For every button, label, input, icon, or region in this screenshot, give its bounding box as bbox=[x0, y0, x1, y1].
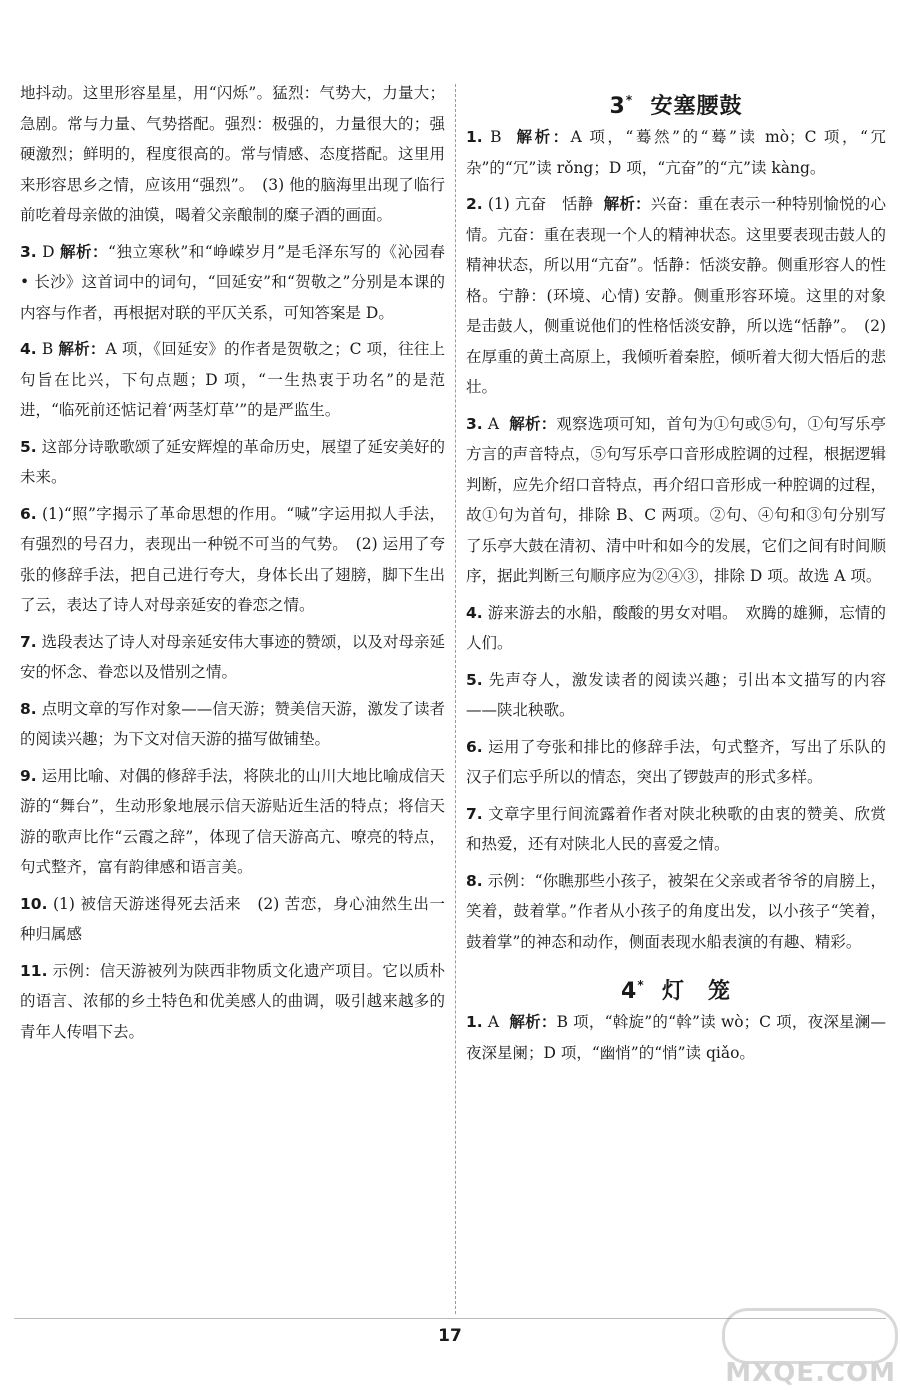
answer-item-7: 7. 选段表达了诗人对母亲延安伟大事迹的赞颂，以及对母亲延安的怀念、眷恋以及惜别之情。 bbox=[20, 632, 445, 681]
answer-item-1: 1. B 解析：A 项，“蓦然”的“蓦”读 mò；C 项，“冗杂”的“冗”读 rǒng；D 项，“亢奋”的“亢”读 kàng。 bbox=[466, 128, 886, 177]
answer-item-9: 9. 运用比喻、对偶的修辞手法，将陕北的山川大地比喻成信天游的“舞台”，生动形象地展示信天游贴近生活的特点；将信天游的歌声比作“云霞之辞”，体现了信天游高亢、嘹亮的特点，句式整齐，富有韵律感和语言美。 bbox=[20, 766, 445, 876]
answer-item-8: 8. 点明文章的写作对象——信天游；赞美信天游，激发了读者的阅读兴趣；为下文对信天游的描写做铺垫。 bbox=[20, 699, 445, 748]
watermark-badge-icon bbox=[722, 1308, 898, 1364]
watermark-text: MXQE.COM bbox=[725, 1358, 896, 1388]
page-number: 17 bbox=[438, 1326, 462, 1346]
column-divider bbox=[455, 84, 456, 1314]
answer-item-5: 5. 先声夺人，激发读者的阅读兴趣；引出本文描写的内容——陕北秧歌。 bbox=[466, 670, 886, 719]
answer-item-1: 1. A 解析：B 项，“斡旋”的“斡”读 wò；C 项，夜深星澜—夜深星阑；D 项，“幽悄”的“悄”读 qiǎo。 bbox=[466, 1013, 887, 1062]
answer-item-3: 3. D 解析：“独立寒秋”和“峥嵘岁月”是毛泽东写的《沁园春 • 长沙》这首词中的词句，“回延安”和“贺敬之”分别是本课的内容与作者，再根据对联的平仄关系，可知答案是 D。 bbox=[20, 242, 445, 322]
answer-continuation: 地抖动。这里形容星星，用“闪烁”。猛烈：气势大，力量大；急剧。常与力量、气势搭配。强烈：极强的，力量很大的；强硬激烈；鲜明的，程度很高的。常与情感、态度搭配。这里用来形容思乡之情，应该用“强烈”。 (3) 他的脑海里出现了临行前吃着母亲做的油馍，喝着父亲酿制的糜子酒的画面。 bbox=[20, 84, 445, 224]
answer-item-4: 4. 游来游去的水船，酸酸的男女对唱。 欢腾的雄狮，忘情的人们。 bbox=[466, 603, 886, 652]
answer-item-3: 3. A 解析：观察选项可知，首句为①句或⑤句，①句写乐亭方言的声音特点，⑤句写乐亭口音形成腔调的过程，根据逻辑判断，应先介绍口音特点，再介绍口音形成一种腔调的过程，故①句为首句，排除 B、C 两项。②句、④句和③句分别写了乐亭大鼓在清初、清中叶和如今的发展，它们之间有时间顺序，据此判断三句顺序应为②④③，排除 D 项。故选 A 项。 bbox=[466, 414, 886, 585]
left-column bbox=[20, 78, 445, 1053]
right-column bbox=[466, 78, 886, 1074]
answer-item-11: 11. 示例：信天游被列为陕西非物质文化遗产项目。它以质朴的语言、浓郁的乡土特色和优美感人的曲调，吸引越来越多的青年人传唱下去。 bbox=[20, 961, 445, 1041]
watermark-logo bbox=[706, 1300, 896, 1388]
answer-item-7: 7. 文章字里行间流露着作者对陕北秧歌的由衷的赞美、欣赏和热爱，还有对陕北人民的喜爱之情。 bbox=[466, 804, 886, 853]
section-title-ansai-drum: 3* 安塞腰鼓 bbox=[609, 93, 743, 119]
answer-item-4: 4. B 解析：A 项，《回延安》的作者是贺敬之；C 项，往往上句旨在比兴，下句点题；D 项，“一生热衷于功名”的是范进，“临死前还惦记着‘两茎灯草’”的是严监生。 bbox=[20, 340, 445, 419]
answer-item-5: 5. 这部分诗歌歌颂了延安辉煌的革命历史，展望了延安美好的未来。 bbox=[20, 437, 445, 486]
section-title-lantern: 4* 灯 笼 bbox=[621, 978, 731, 1004]
answer-item-6: 6. 运用了夸张和排比的修辞手法，句式整齐，写出了乐队的汉子们忘乎所以的情态，突出了锣鼓声的形式多样。 bbox=[466, 737, 886, 786]
answer-item-10: 10. (1) 被信天游迷得死去活来 (2) 苦恋，身心油然生出一种归属感 bbox=[20, 894, 445, 943]
answer-item-6: 6. (1)“照”字揭示了革命思想的作用。“喊”字运用拟人手法，有强烈的号召力，表现出一种锐不可当的气势。 (2) 运用了夸张的修辞手法，把自己进行夸大，身体长出了翅膀，脚下生出了云，表达了诗人对母亲延安的眷恋之情。 bbox=[20, 504, 445, 614]
answer-item-2: 2. (1) 亢奋 恬静 解析：兴奋：重在表示一种特别愉悦的心情。亢奋：重在表现一个人的精神状态。这里要表现击鼓人的精神状态，所以用“亢奋”。恬静：恬淡安静。侧重形容人的性格。宁静：(环境、心情) 安静。侧重形容环境。这里的对象是击鼓人，侧重说他们的性格恬淡安静，所以选“恬静”。 (2) 在厚重的黄土高原上，我倾听着秦腔，倾听着大彻大悟后的悲壮。 bbox=[466, 195, 886, 396]
answer-item-8: 8. 示例：“你瞧那些小孩子，被架在父亲或者爷爷的肩膀上，笑着，鼓着掌。”作者从小孩子的角度出发，以小孩子“笑着，鼓着掌”的神态和动作，侧面表现水船表演的有趣、精彩。 bbox=[466, 871, 886, 951]
